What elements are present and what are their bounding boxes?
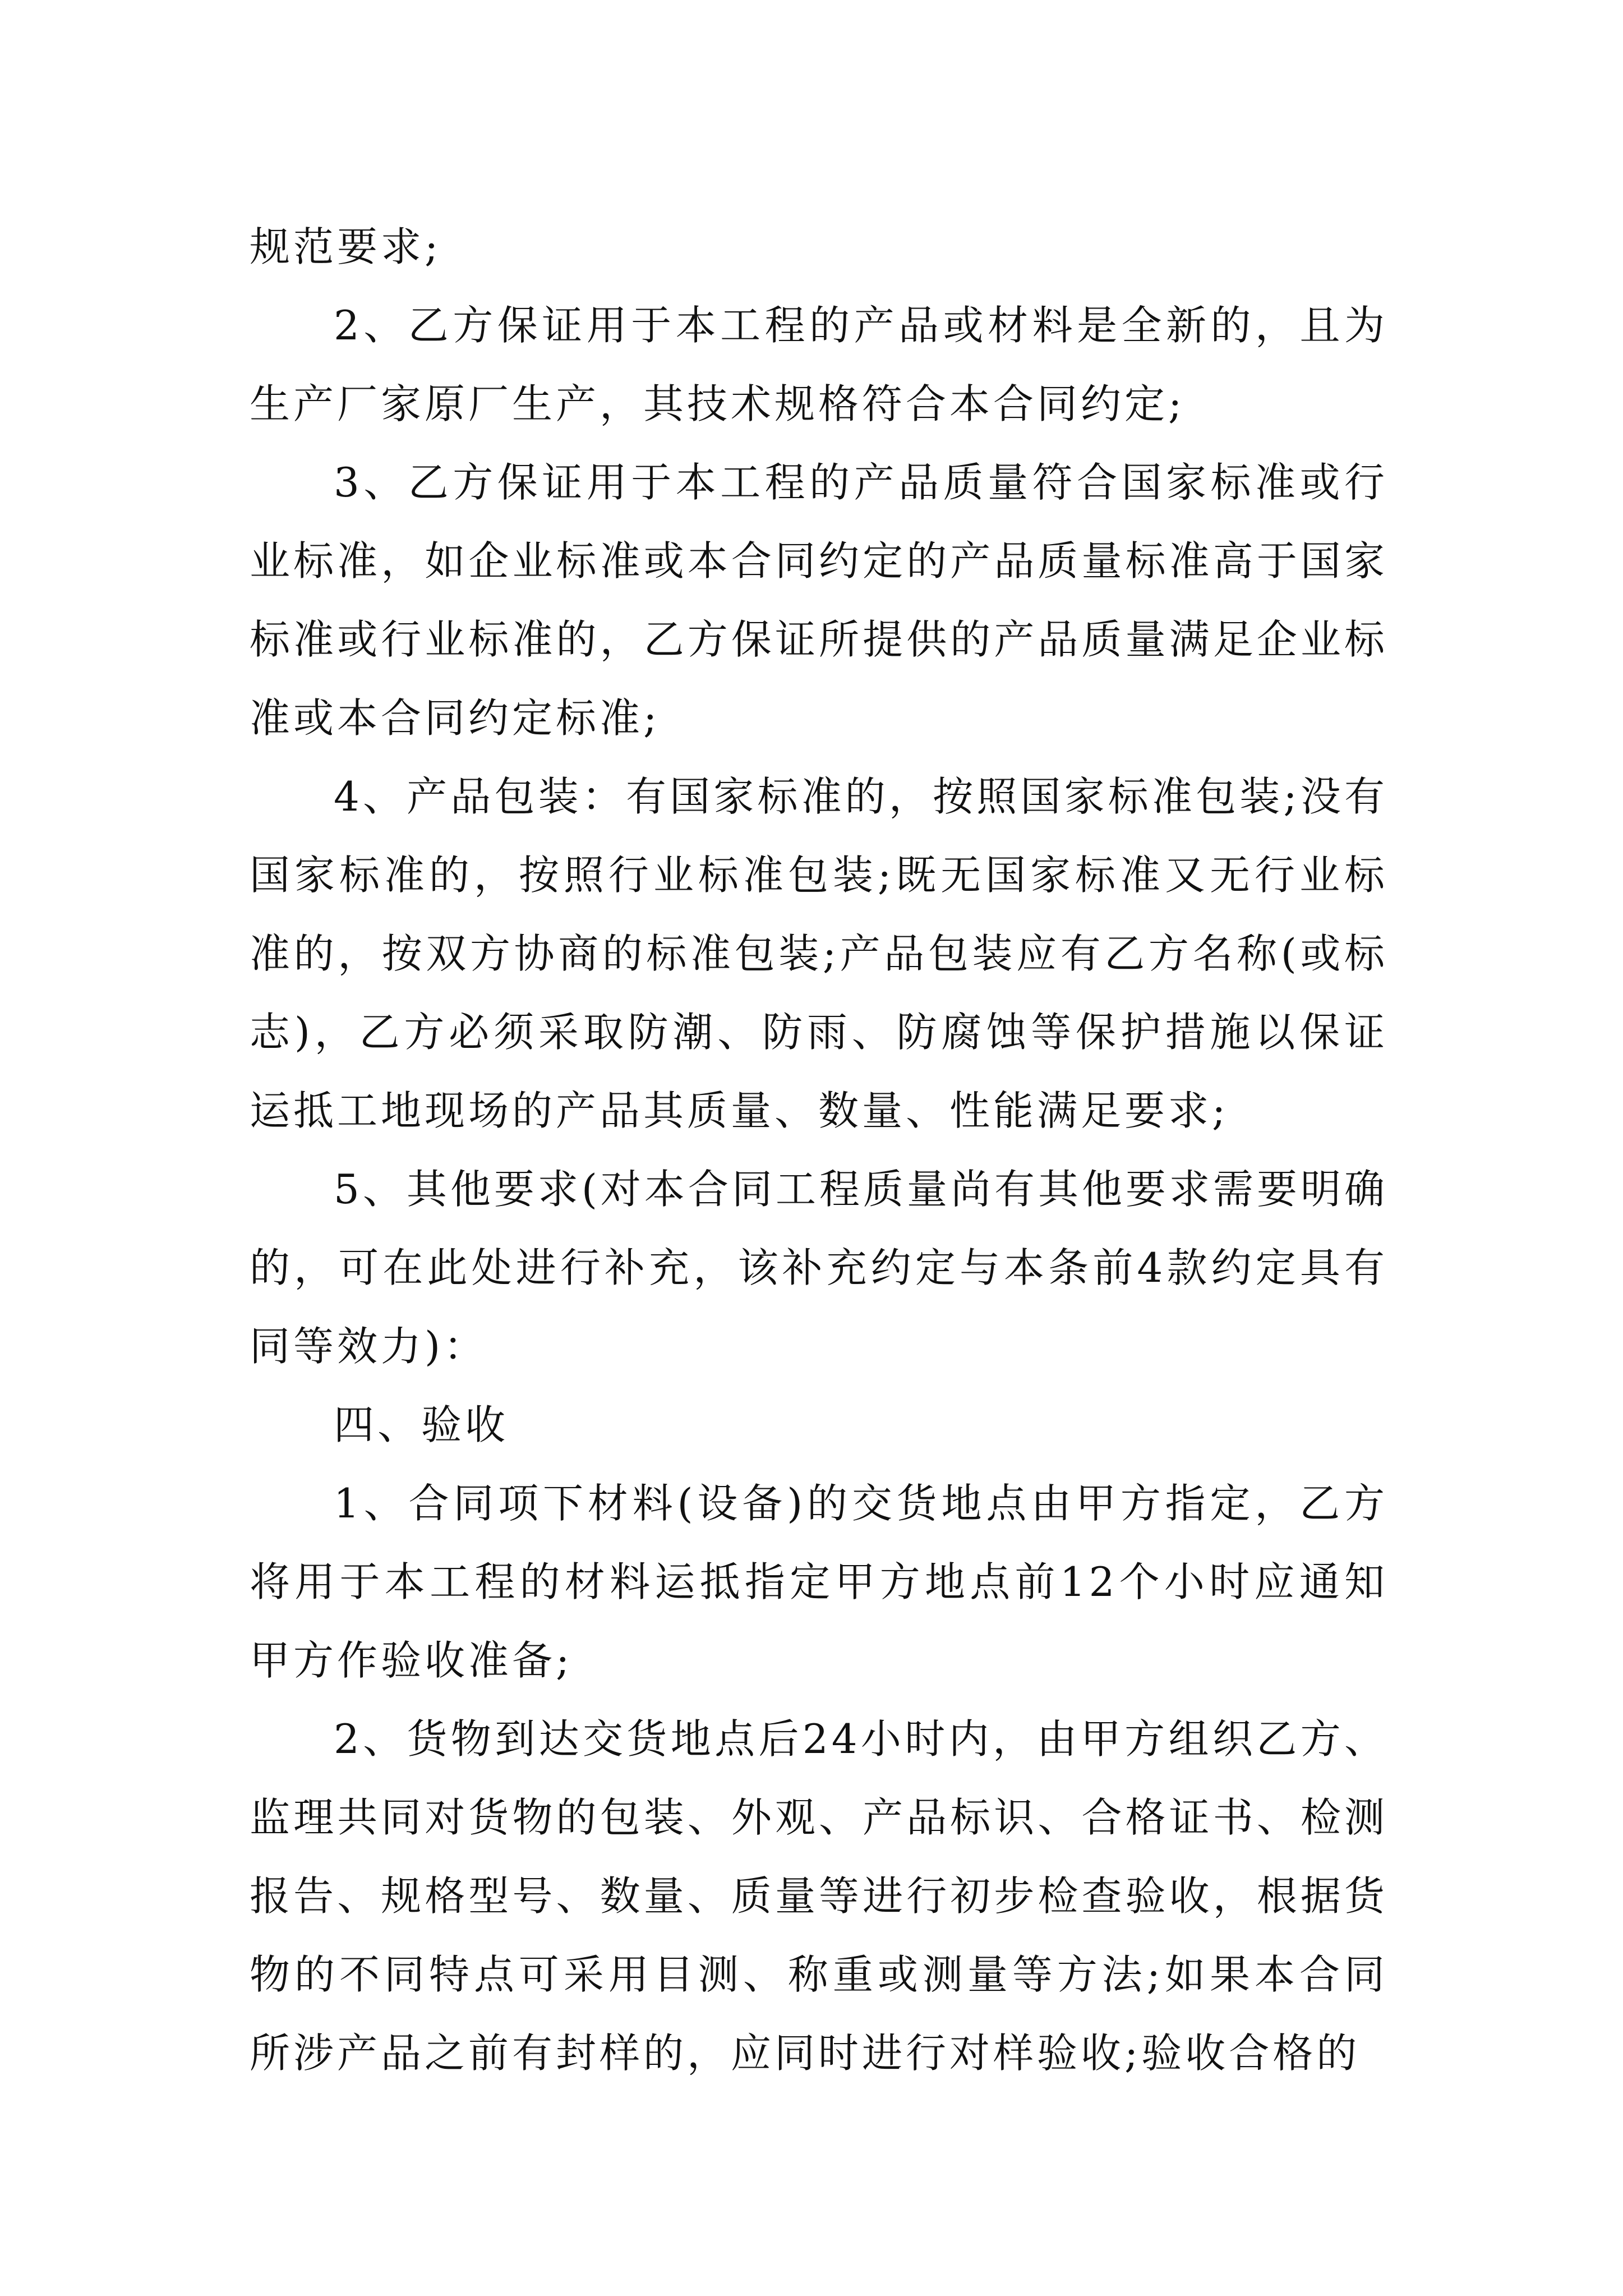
paragraph-continuation: 规范要求; bbox=[250, 223, 442, 270]
paragraph-acceptance-2: 2、货物到达交货地点后24小时内，由甲方组织乙方、监理共同对货物的包装、外观、产品标识、合格证书、检测报告、规格型号、数量、质量等进行初步检查验收，根据货物的不同特点可采用目测、称重或测量等方法;如果本合同所涉产品之前有封样的，应同时进行对样验收;验收合格的 bbox=[250, 1715, 1388, 2077]
paragraph-other-requirements-5: 5、其他要求(对本合同工程质量尚有其他要求需要明确的，可在此处进行补充，该补充约定与本条前4款约定具有同等效力)： bbox=[250, 1166, 1388, 1370]
document-body bbox=[250, 208, 1388, 2092]
paragraph-acceptance-1: 1、合同项下材料(设备)的交货地点由甲方指定，乙方将用于本工程的材料运抵指定甲方地点前12个小时应通知甲方作验收准备; bbox=[250, 1480, 1388, 1684]
paragraph-quality-2: 2、乙方保证用于本工程的产品或材料是全新的，且为生产厂家原厂生产，其技术规格符合本合同约定; bbox=[250, 302, 1388, 427]
paragraph-packaging-4: 4、产品包装：有国家标准的，按照国家标准包装;没有国家标准的，按照行业标准包装;既无国家标准又无行业标准的，按双方协商的标准包装;产品包装应有乙方名称(或标志)，乙方必须采取防潮、防雨、防腐蚀等保护措施以保证运抵工地现场的产品其质量、数量、性能满足要求; bbox=[250, 773, 1388, 1134]
paragraph-quality-3: 3、乙方保证用于本工程的产品质量符合国家标准或行业标准，如企业标准或本合同约定的产品质量标准高于国家标准或行业标准的，乙方保证所提供的产品质量满足企业标准或本合同约定标准; bbox=[250, 459, 1388, 742]
section-heading-acceptance: 四、验收 bbox=[334, 1401, 509, 1448]
